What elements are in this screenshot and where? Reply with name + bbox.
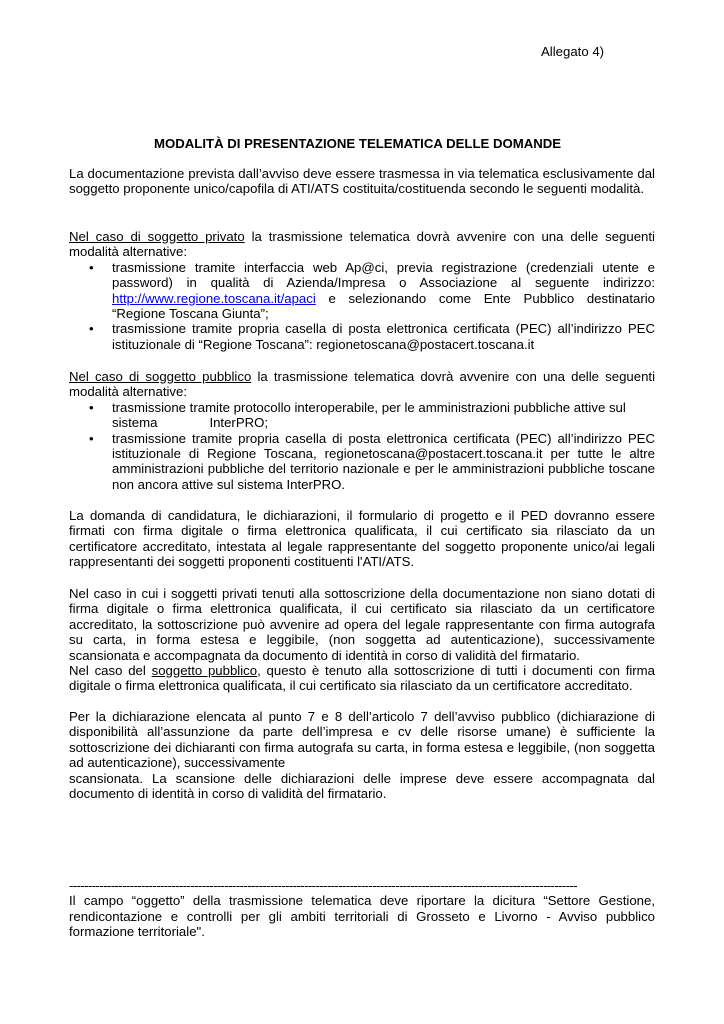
private-item-2-text: trasmissione tramite propria casella di posta elettronica certificata (PEC) all’indirizzo PEC istituzionale di “Regione Toscana”: regionetoscana@postacert.toscana.it [112, 321, 655, 352]
declaration-part2: scansionata. La scansione delle dichiarazioni delle imprese deve essere accompagnata dal documento di identità in corso di validità del firmatario. [69, 770, 655, 802]
list-item [69, 431, 655, 493]
private-no-signature-paragraph [69, 586, 655, 694]
bullet-icon: • [89, 321, 94, 337]
private-options-list [69, 260, 655, 352]
private-item-1-text-before: trasmissione tramite interfaccia web Ap@ci, previa registrazione (credenziali utente e password) in qualità di Azienda/Impresa o Associazione al seguente indirizzo: [112, 259, 655, 291]
private-lead-rest: la trasmissione telematica dovrà avvenire con una delle seguenti modalità alternative: [69, 229, 655, 260]
signature-text: La domanda di candidatura, le dichiarazioni, il formulario di progetto e il PED dovranno essere firmati con firma digitale o firma elettronica qualificata, il cui certificato sia rilasciato da un certificatore accreditato, intestata al legale rappresentante del soggetto proponente unico/ai legali rappresentanti dei soggetti proponenti costituenti l'ATI/ATS. [69, 508, 655, 570]
public-signature-underlined: soggetto pubblico [151, 663, 258, 679]
public-section [69, 369, 655, 492]
footnote-separator: -------------------------------------------------------------------------------------------------------------------------------------- [69, 878, 578, 893]
public-options-list [69, 400, 655, 492]
bullet-icon: • [89, 259, 94, 275]
public-signature-before: Nel caso del [69, 663, 152, 679]
public-lead-underlined: Nel caso di soggetto pubblico [69, 369, 252, 384]
public-signature-after: , questo è tenuto alla sottoscrizione di tutti i documenti con firma digitale o firma elettronica qualificata, il cui certificato sia rilasciato da un certificatore accreditato. [69, 663, 656, 694]
private-lead [69, 229, 655, 260]
signature-paragraph [69, 508, 655, 570]
public-signature-text [69, 663, 655, 694]
footnote-text: Il campo “oggetto” della trasmissione telematica deve riportare la dicitura “Settore Gestione, rendicontazione e controlli per gli ambiti territoriali di Grosseto e Livorno - Avviso pubblico formazione territoriale". [69, 893, 655, 940]
private-section [69, 229, 655, 352]
attachment-label: Allegato 4) [541, 44, 605, 59]
public-lead-rest: la trasmissione telematica dovrà avvenire con una delle seguenti modalità alternative: [69, 369, 656, 400]
apaci-link[interactable]: http://www.regione.toscana.it/apaci [112, 290, 316, 306]
public-item-2-text: trasmissione tramite propria casella di posta elettronica certificata (PEC) all’indirizzo PEC istituzionale di Regione Toscana, regionetoscana@postacert.toscana.it per tutte le altre amministrazioni pubbliche del territorio nazionale e per le amministrazioni pubbliche toscane non ancora attive sul sistema InterPRO. [112, 430, 655, 492]
private-no-signature-text: Nel caso in cui i soggetti privati tenuti alla sottoscrizione della documentazione non siano dotati di firma digitale o firma elettronica qualificata, il cui certificato sia rilasciato da un certificatore accreditato, la sottoscrizione può avvenire ad opera del legale rappresentante con firma autografa su carta, in forma estesa e leggibile, (non soggetta ad autenticazione), successivamente scansionata e accompagnata da documento di identità in corso di validità del firmatario. [69, 586, 655, 663]
bullet-icon: • [89, 430, 94, 446]
public-item-1-line2b: InterPRO; [209, 415, 269, 431]
declaration-paragraph [69, 709, 655, 801]
list-item [69, 260, 655, 322]
declaration-part1: Per la dichiarazione elencata al punto 7 e 8 dell’articolo 7 dell’avviso pubblico (dichiarazione di disponibilità all’assunzione da parte dell’impresa e cv delle risorse umane) è sufficiente la sottoscrizione dei dichiaranti con firma autografa su carta, in forma estesa e leggibile, (non soggetta ad autenticazione), successivamente [69, 709, 655, 771]
intro-text: La documentazione prevista dall’avviso deve essere trasmessa in via telematica esclusivamente dal soggetto proponente unico/capofila di ATI/ATS costituita/costituenda secondo le seguenti modalità. [69, 166, 655, 197]
list-item [69, 400, 655, 431]
list-item [69, 321, 655, 352]
footnote [69, 878, 655, 940]
public-item-1-line1: trasmissione tramite protocollo interoperabile, per le amministrazioni pubbliche attive sul [112, 399, 626, 415]
public-lead [69, 369, 655, 400]
intro-paragraph [69, 166, 655, 197]
page-title: MODALITÀ DI PRESENTAZIONE TELEMATICA DELLE DOMANDE [154, 136, 562, 151]
bullet-icon: • [89, 399, 94, 415]
public-item-1-line2a: sistema [112, 415, 158, 431]
private-lead-underlined: Nel caso di soggetto privato [69, 229, 245, 244]
private-item-1-text-after: e selezionando come Ente Pubblico destinatario “Regione Toscana Giunta”; [112, 290, 655, 322]
